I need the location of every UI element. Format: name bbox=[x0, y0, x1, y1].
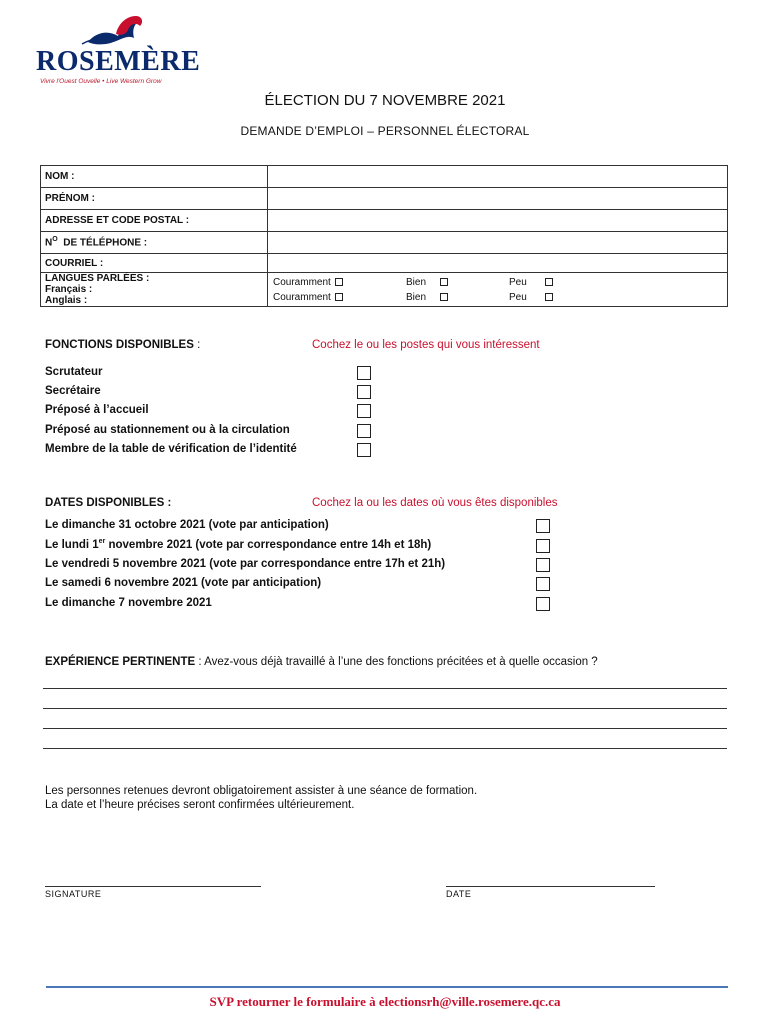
formation-note-line-2: La date et l’heure précises seront confirmées ultérieurement. bbox=[45, 799, 355, 811]
footer-divider bbox=[46, 986, 728, 988]
francais-peu[interactable] bbox=[509, 277, 553, 288]
date-item-1-post: novembre 2021 (vote par correspondance entre 14h et 18h) bbox=[105, 538, 432, 551]
fonction-checkbox-secretaire[interactable] bbox=[357, 385, 371, 399]
telephone-rest: DE TÉLÉPHONE : bbox=[57, 237, 148, 249]
dates-instruction: Cochez la ou les dates où vous êtes disponibles bbox=[312, 497, 558, 509]
applicant-info-table bbox=[40, 165, 728, 307]
date-label: DATE bbox=[446, 889, 472, 899]
langues-options bbox=[268, 273, 728, 307]
checkbox-icon bbox=[440, 293, 448, 301]
table-row bbox=[41, 210, 728, 232]
date-checkbox-6-novembre[interactable] bbox=[536, 577, 550, 591]
logo-wordmark: ROSEMÈRE bbox=[36, 46, 201, 77]
courriel-field[interactable] bbox=[268, 254, 728, 273]
anglais-couramment[interactable] bbox=[273, 292, 343, 303]
date-item-1-novembre bbox=[45, 538, 431, 551]
telephone-field[interactable] bbox=[268, 232, 728, 254]
nom-field[interactable] bbox=[268, 166, 728, 188]
fonction-item-secretaire: Secrétaire bbox=[45, 385, 101, 397]
checkbox-icon bbox=[335, 293, 343, 301]
experience-answer-line-1[interactable] bbox=[43, 688, 727, 689]
adresse-label: ADRESSE ET CODE POSTAL : bbox=[41, 210, 268, 232]
anglais-peu[interactable] bbox=[509, 292, 553, 303]
date-checkbox-5-novembre[interactable] bbox=[536, 558, 550, 572]
formation-note bbox=[45, 784, 477, 812]
date-checkbox-31-octobre[interactable] bbox=[536, 519, 550, 533]
option-label: Couramment bbox=[273, 277, 331, 288]
fonction-item-verification: Membre de la table de vérification de l’identité bbox=[45, 443, 297, 455]
langues-heading: LANGUES PARLÉES : bbox=[45, 273, 150, 284]
courriel-label: COURRIEL : bbox=[41, 254, 268, 273]
langues-label bbox=[41, 273, 268, 307]
date-item-1-sup: er bbox=[98, 538, 106, 545]
fonctions-heading-suffix: : bbox=[193, 339, 201, 351]
date-checkbox-7-novembre[interactable] bbox=[536, 597, 550, 611]
table-row bbox=[41, 232, 728, 254]
option-label: Bien bbox=[406, 277, 427, 288]
date-item-5-novembre: Le vendredi 5 novembre 2021 (vote par correspondance entre 17h et 21h) bbox=[45, 558, 446, 570]
francais-label: Français : bbox=[45, 284, 93, 295]
page-subtitle: DEMANDE D’EMPLOI – PERSONNEL ÉLECTORAL bbox=[240, 124, 530, 138]
table-row bbox=[41, 254, 728, 273]
fonction-checkbox-stationnement[interactable] bbox=[357, 424, 371, 438]
date-item-7-novembre: Le dimanche 7 novembre 2021 bbox=[45, 597, 212, 609]
option-label: Peu bbox=[509, 277, 527, 288]
telephone-sup: O bbox=[52, 236, 58, 244]
francais-couramment[interactable] bbox=[273, 277, 343, 288]
date-checkbox-1-novembre[interactable] bbox=[536, 539, 550, 553]
prenom-field[interactable] bbox=[268, 188, 728, 210]
formation-note-line-1: Les personnes retenues devront obligatoirement assister à une séance de formation. bbox=[45, 785, 478, 797]
fonctions-instruction: Cochez le ou les postes qui vous intéressent bbox=[312, 339, 540, 351]
date-item-1-pre: Le lundi 1 bbox=[45, 538, 99, 551]
signature-label: SIGNATURE bbox=[45, 889, 102, 899]
anglais-bien[interactable] bbox=[406, 292, 448, 303]
fonction-item-stationnement: Préposé au stationnement ou à la circulation bbox=[45, 424, 290, 436]
table-row bbox=[41, 273, 728, 307]
fonctions-heading-text: FONCTIONS DISPONIBLES bbox=[45, 339, 194, 351]
checkbox-icon bbox=[335, 278, 343, 286]
experience-question: : Avez-vous déjà travaillé à l’une des fonctions précitées et à quelle occasion ? bbox=[195, 656, 598, 668]
option-label: Bien bbox=[406, 292, 427, 303]
checkbox-icon bbox=[545, 278, 553, 286]
telephone-prefix: N bbox=[45, 237, 53, 249]
adresse-field[interactable] bbox=[268, 210, 728, 232]
nom-label: NOM : bbox=[41, 166, 268, 188]
table-row bbox=[41, 166, 728, 188]
rosemere-logo bbox=[36, 12, 201, 85]
date-line[interactable] bbox=[446, 886, 655, 887]
checkbox-icon bbox=[545, 293, 553, 301]
logo-tagline: Vivre l'Ouest Ouvelle • Live Western Grow bbox=[40, 78, 162, 85]
experience-answer-line-3[interactable] bbox=[43, 728, 727, 729]
checkbox-icon bbox=[440, 278, 448, 286]
fonction-item-scrutateur: Scrutateur bbox=[45, 366, 103, 378]
anglais-label: Anglais : bbox=[45, 295, 88, 306]
table-row bbox=[41, 188, 728, 210]
date-item-31-octobre: Le dimanche 31 octobre 2021 (vote par anticipation) bbox=[45, 519, 329, 531]
option-label: Peu bbox=[509, 292, 527, 303]
option-label: Couramment bbox=[273, 292, 331, 303]
experience-heading bbox=[45, 656, 598, 668]
date-item-6-novembre: Le samedi 6 novembre 2021 (vote par anticipation) bbox=[45, 577, 322, 589]
telephone-label bbox=[41, 232, 268, 254]
fonction-checkbox-accueil[interactable] bbox=[357, 404, 371, 418]
experience-heading-text: EXPÉRIENCE PERTINENTE bbox=[45, 656, 196, 668]
footer-return-instruction: SVP retourner le formulaire à electionsrh@ville.rosemere.qc.ca bbox=[209, 994, 561, 1009]
prenom-label: PRÉNOM : bbox=[41, 188, 268, 210]
signature-line[interactable] bbox=[45, 886, 261, 887]
experience-answer-line-4[interactable] bbox=[43, 748, 727, 749]
page-title: ÉLECTION DU 7 NOVEMBRE 2021 bbox=[264, 92, 506, 109]
francais-bien[interactable] bbox=[406, 277, 448, 288]
fonction-item-accueil: Préposé à l’accueil bbox=[45, 404, 149, 416]
fonctions-heading bbox=[45, 339, 200, 351]
fonction-checkbox-scrutateur[interactable] bbox=[357, 366, 371, 380]
dates-heading: DATES DISPONIBLES : bbox=[45, 497, 172, 509]
fonction-checkbox-verification[interactable] bbox=[357, 443, 371, 457]
experience-answer-line-2[interactable] bbox=[43, 708, 727, 709]
swan-logo-icon bbox=[78, 12, 148, 48]
